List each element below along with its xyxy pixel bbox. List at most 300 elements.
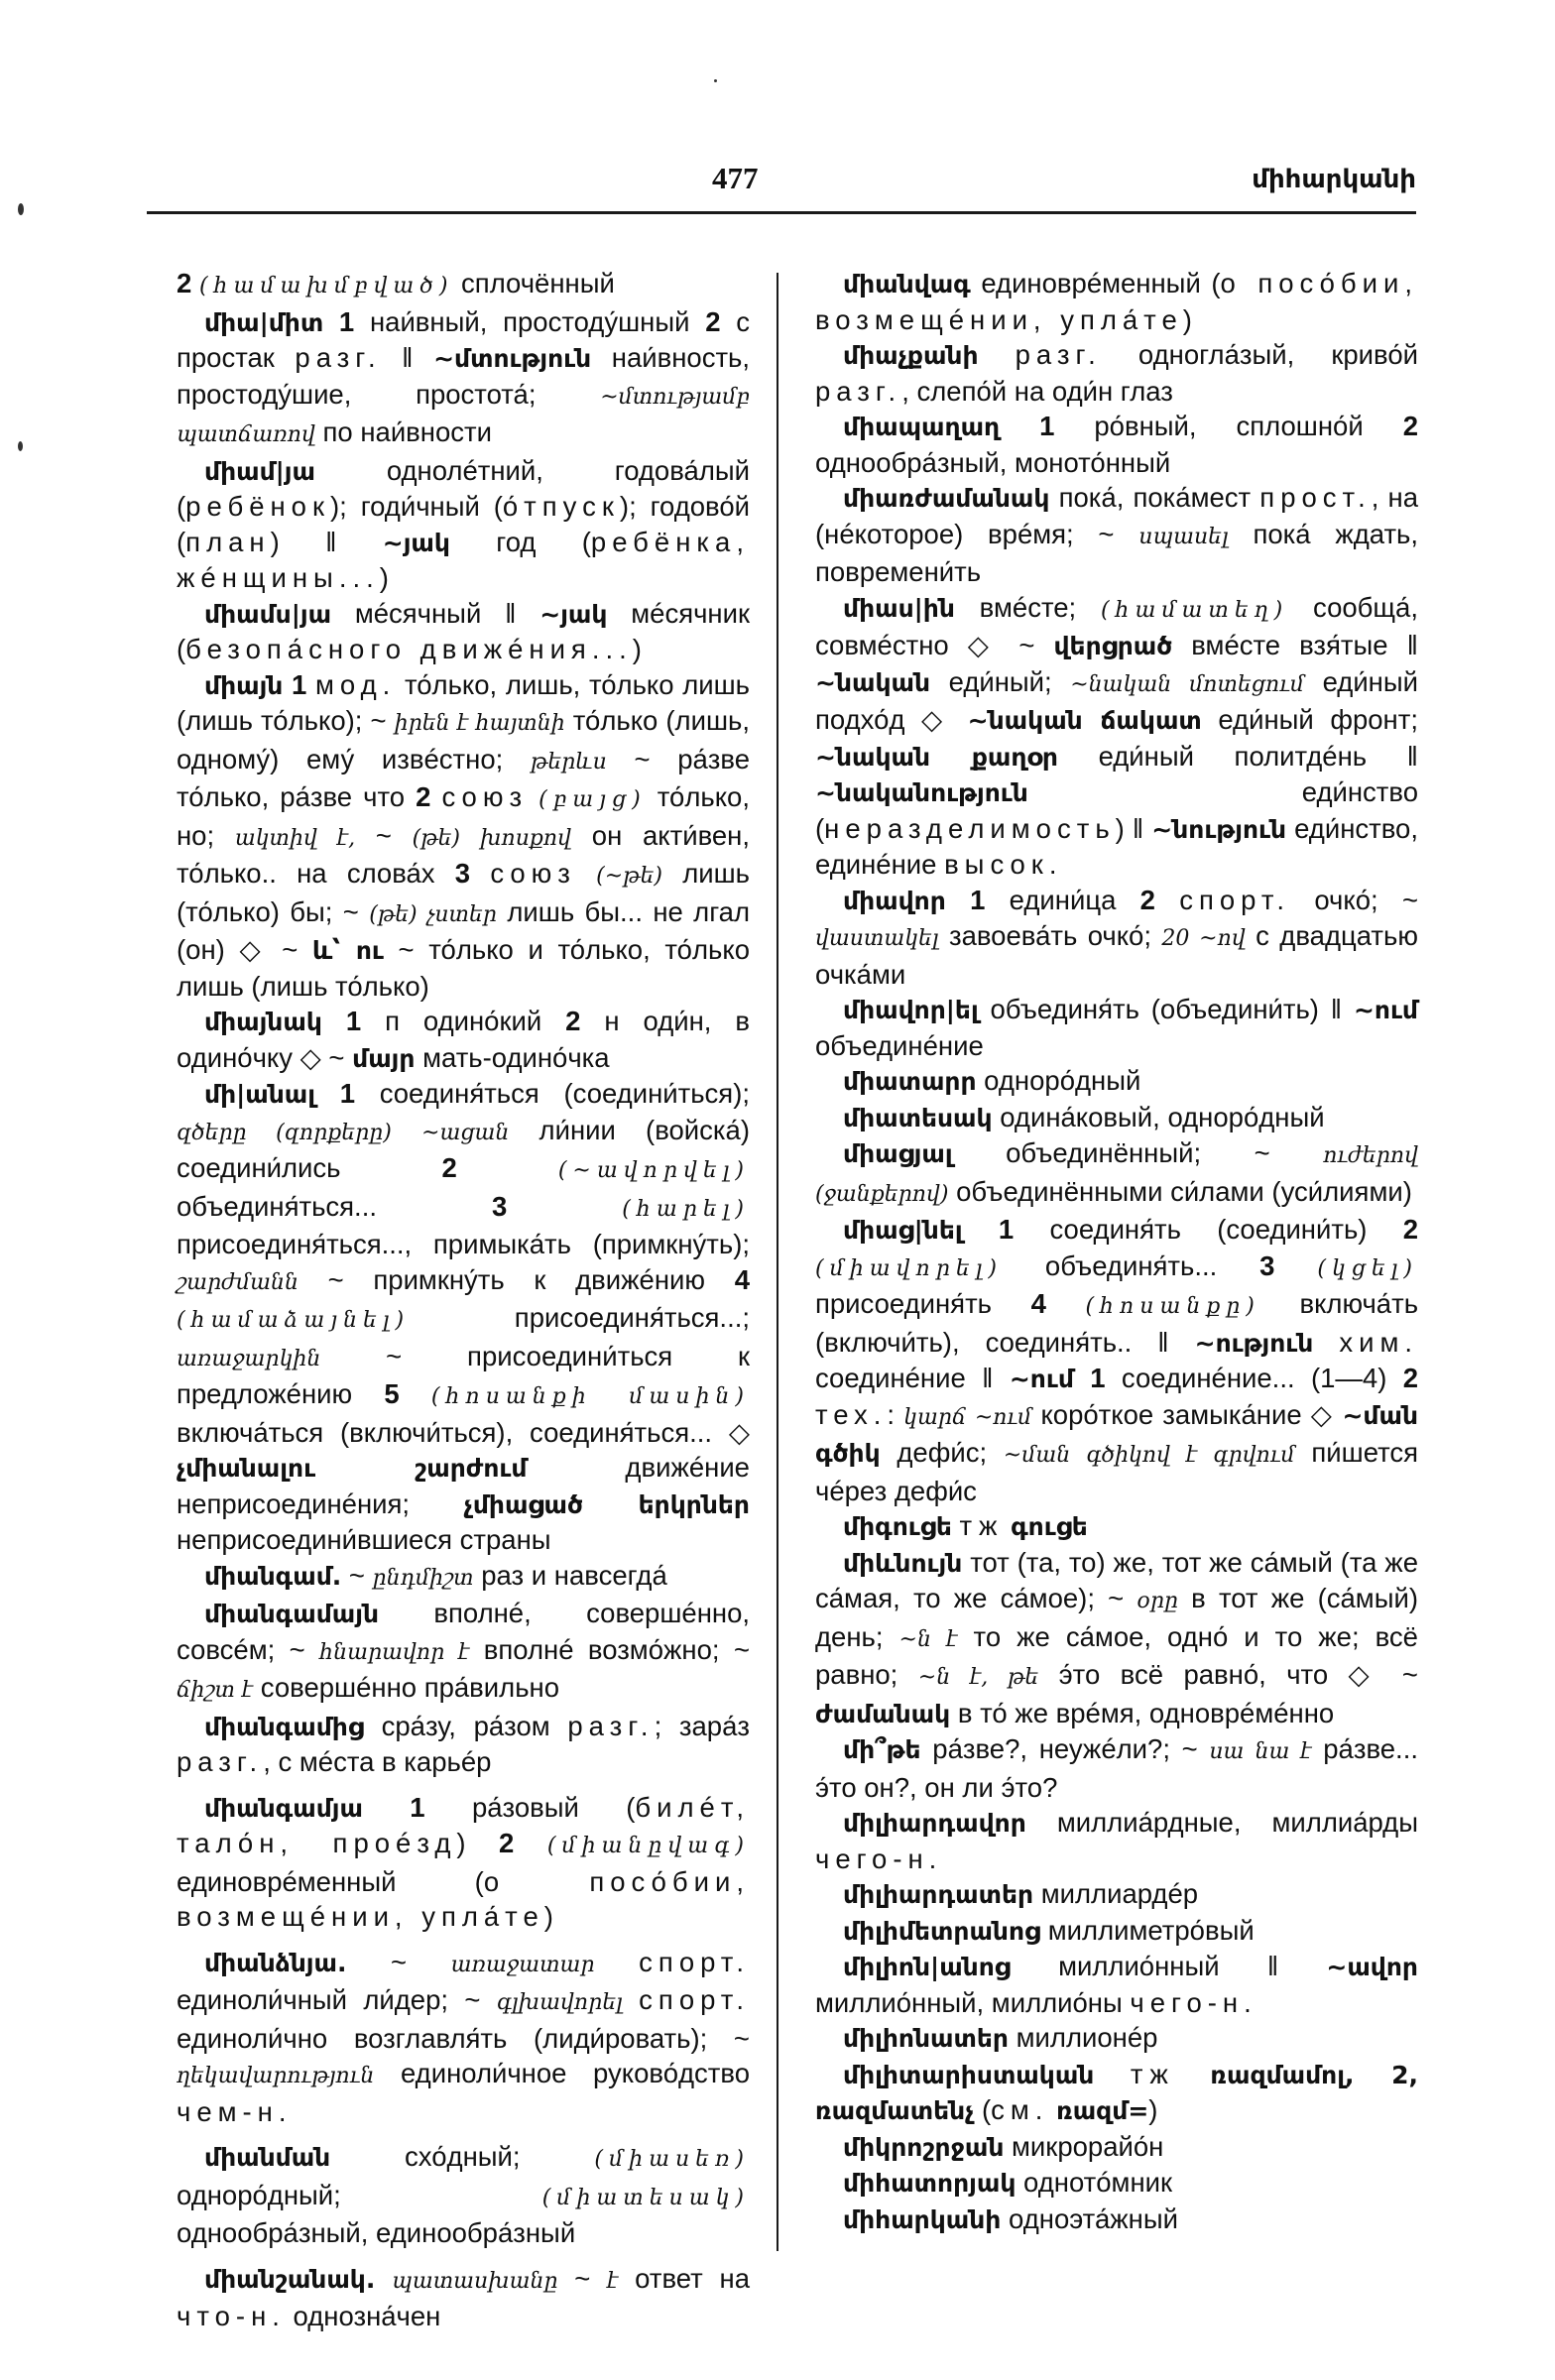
- usage-label: спорт.: [639, 1946, 750, 1977]
- armenian-example: (միատեսակ): [541, 2185, 750, 2210]
- entry-text: вполнé, совершéнно, совсéм; ~: [177, 1598, 750, 1665]
- dictionary-entry: [177, 667, 750, 1005]
- entry-text: в тот же (са́мый) день;: [815, 1583, 1418, 1652]
- armenian-example: է: [607, 2268, 619, 2294]
- entry-text: одноро́дный;: [177, 2179, 542, 2210]
- running-head: միհարկանի: [1252, 165, 1416, 194]
- headword: միանգամ.: [204, 1561, 342, 1591]
- entry-text: одноэта́жный: [1001, 2202, 1178, 2234]
- entry-text: миллиардéр: [1033, 1878, 1199, 1909]
- headword: ռազմ=: [1056, 2096, 1149, 2125]
- usage-label: разг.: [1015, 339, 1102, 370]
- headword: մի՞թե: [843, 1735, 921, 1764]
- dictionary-entry: [177, 2139, 750, 2251]
- armenian-example: (~թե): [596, 864, 662, 889]
- dictionary-entry: [177, 1790, 750, 1935]
- usage-label: спорт.: [639, 1984, 750, 2015]
- entry-text: миллиа́рдные, миллиа́рды: [1025, 1807, 1418, 1838]
- armenian-example: ղեկավարություն: [177, 2064, 375, 2088]
- entry-text: , на (нéкоторое) врéмя; ~: [815, 482, 1418, 549]
- usage-label: неразделимость: [824, 812, 1116, 844]
- entry-text: пока́ ждать, повремени́ть: [815, 518, 1419, 587]
- sense-number: 2: [499, 1828, 547, 1858]
- entry-text: едини́ца: [1009, 884, 1140, 915]
- sense-number: 1: [1073, 1363, 1122, 1393]
- entry-text: [979, 339, 1016, 370]
- entry-text: однолéтний, годова́лый (: [177, 454, 750, 522]
- entry-text: вмéсте;: [954, 591, 1101, 623]
- dictionary-entry: [177, 266, 750, 304]
- entry-text: ~: [355, 819, 413, 851]
- dictionary-entry: [815, 2202, 1418, 2238]
- entry-text: присоединя́ться..., примыка́ть (примкну́ть);: [177, 1229, 750, 1259]
- entry-text: еди́нство, единéние: [815, 812, 1418, 880]
- dictionary-entry: [815, 2020, 1418, 2057]
- headword: միկրոշրջան: [843, 2132, 1005, 2162]
- armenian-example: ~ացան: [421, 1120, 510, 1145]
- entry-text: миллионéр: [1008, 2022, 1158, 2053]
- entry-text: микрорайо́н: [1004, 2130, 1164, 2162]
- armenian-example: (հոսանքի մասին): [430, 1384, 750, 1409]
- usage-label: что-н.: [177, 2301, 286, 2331]
- entry-text: ра́зве... э́то он?, он ли э́то?: [815, 1733, 1418, 1803]
- entry-text: однообра́зный, моното́нный: [815, 446, 1171, 478]
- entry-text: год (: [449, 526, 591, 557]
- armenian-example: (բայց): [538, 787, 647, 812]
- armenian-example: ուժերով (ջանքերով): [815, 1143, 1418, 1207]
- entry-text: единоврéменный (: [177, 1865, 484, 1897]
- entry-text: ро́вный, сплошно́й: [1094, 411, 1403, 441]
- armenian-example: ~ն է, թե: [917, 1665, 1039, 1690]
- entry-text: ): [379, 562, 389, 593]
- entry-text: ~: [341, 1559, 373, 1591]
- headword: ~նություն: [1151, 814, 1287, 844]
- headword: ~մտություն: [433, 344, 592, 373]
- entry-text: ~ присоедини́ться к предложéнию: [177, 1340, 750, 1409]
- sense-number: 2: [177, 268, 199, 298]
- dictionary-entry: [815, 992, 1418, 1063]
- headword: միլիարդավոր: [843, 1809, 1026, 1838]
- entry-text: соединя́ть (соедини́ть): [1049, 1214, 1403, 1245]
- armenian-example: ~մտությամբ պատճառով: [177, 384, 750, 447]
- entry-text: одина́ковый, одноро́дный: [992, 1101, 1325, 1132]
- dictionary-entry: [815, 337, 1418, 409]
- entry-text: ) ‖: [270, 526, 383, 557]
- armenian-example: հնարավոր է: [319, 1639, 470, 1665]
- entry-text: ) ‖: [1115, 812, 1152, 844]
- headword: միավոր: [843, 886, 946, 915]
- entry-text: в то́ же врéмя, одноврéмéнно: [950, 1697, 1335, 1728]
- entry-text: завоева́ть очко́;: [938, 920, 1162, 951]
- dictionary-entry: [177, 596, 750, 667]
- headword: միլիոն|անոց: [843, 1953, 1011, 1981]
- entry-text: ~: [557, 2262, 608, 2294]
- sense-number: 1: [283, 668, 315, 700]
- dictionary-entry: [815, 1805, 1418, 1876]
- headword: միանգամից: [204, 1712, 364, 1741]
- headword: վերցրած: [1053, 632, 1173, 660]
- entry-text: [1048, 2094, 1056, 2125]
- sense-number: 1: [362, 1791, 472, 1823]
- armenian-example: (հոսանքը): [1085, 1294, 1260, 1319]
- entry-text: наи́вный, простоду́шный: [369, 305, 706, 337]
- entry-text: одноро́дный: [976, 1065, 1141, 1096]
- usage-label: чем-н.: [177, 2095, 293, 2127]
- dictionary-entry: [815, 1876, 1418, 1913]
- headword: ~ավոր: [1326, 1953, 1418, 1981]
- headword: ժամանակ: [815, 1699, 951, 1728]
- entry-text: :: [887, 1398, 904, 1430]
- entry-text: [528, 781, 538, 812]
- armenian-example: (հարել): [622, 1196, 750, 1222]
- armenian-example: ճիշտ է: [177, 1678, 254, 1703]
- dictionary-entry: [815, 1731, 1418, 1805]
- usage-label: разг.: [567, 1710, 655, 1741]
- dictionary-entry: [177, 304, 750, 453]
- armenian-example: առաջատար: [450, 1952, 595, 1977]
- entry-text: вмéсте взя́тые ‖: [1172, 630, 1418, 660]
- entry-text: неприсоедини́вшиеся страны: [177, 1524, 551, 1555]
- dictionary-entry: [815, 1212, 1418, 1508]
- entry-text: вполнé возмо́жно; ~: [469, 1633, 750, 1665]
- dictionary-entry: [815, 2057, 1418, 2129]
- entry-text: еди́ный политдéнь ‖: [1058, 740, 1419, 772]
- headword: միհատորյակ: [843, 2169, 1017, 2198]
- entry-text: ); годи́чный (: [330, 491, 503, 522]
- entry-text: э́то всё равно́, что ◇ ~: [1038, 1659, 1418, 1690]
- usage-label: о́тпуск: [502, 491, 620, 522]
- sense-number: 1: [945, 884, 1010, 915]
- entry-text: ): [1182, 303, 1192, 335]
- sense-number: 5: [384, 1378, 431, 1409]
- entry-text: ~ ра́зве то́лько, ра́зве что: [177, 743, 750, 812]
- armenian-example: ակտիվ է,: [234, 825, 356, 851]
- entry-text: ): [456, 1828, 500, 1858]
- headword: չմիանալու շարժում: [177, 1454, 528, 1483]
- headword: միատարր: [843, 1067, 977, 1096]
- entry-text: единоли́чное руково́дство: [374, 2058, 750, 2088]
- headword: ~ման գծիկ: [815, 1400, 1419, 1468]
- armenian-example: սպասել: [1138, 524, 1229, 549]
- sense-number: 3: [454, 858, 491, 889]
- headword: միլիմետրանոց: [843, 1916, 1041, 1946]
- sense-number: 2: [441, 1152, 558, 1183]
- entry-text: единоврéменный (: [970, 268, 1221, 298]
- entry-text: еди́нство (: [815, 776, 1418, 844]
- armenian-example: վաստակել: [815, 926, 939, 951]
- headword: ~յակ: [382, 528, 450, 557]
- entry-text: ); годово́й (: [177, 491, 750, 557]
- usage-label: союз: [441, 781, 529, 812]
- armenian-example: (համատեղ): [1100, 597, 1289, 623]
- dictionary-entry: [815, 1949, 1418, 2020]
- headword: ~ում: [1009, 1365, 1074, 1393]
- entry-text: ответ на: [618, 2262, 750, 2294]
- usage-label: ребёнка, жéнщины...: [177, 526, 750, 593]
- entry-text: еди́ный фронт;: [1201, 704, 1418, 735]
- usage-label: ребёнок: [185, 491, 331, 522]
- headword: ~նականություն: [815, 778, 1028, 807]
- entry-text: то же са́мое, одно́ и то же; всё равно;: [815, 1620, 1418, 1690]
- headword: ~նական ճակատ: [967, 706, 1202, 735]
- dictionary-entry: [815, 1508, 1418, 1545]
- headword: միաչքանի: [843, 341, 979, 370]
- entry-text: пока́, пока́мест: [1049, 482, 1260, 513]
- entry-text: мéсячный ‖: [331, 597, 540, 629]
- entry-text: еди́ный;: [930, 665, 1071, 697]
- sense-number: 2: [1402, 1363, 1418, 1393]
- sense-number: 3: [491, 1190, 623, 1222]
- usage-label: тж: [1130, 2058, 1174, 2089]
- headword: միլիոնատեր: [843, 2024, 1009, 2053]
- headword: միա|միտ: [204, 307, 324, 337]
- armenian-example: ~նական մոտեցում: [1070, 671, 1305, 697]
- armenian-example: զծերը (զորքերը): [177, 1120, 392, 1145]
- dictionary-entry: [815, 883, 1418, 993]
- entry-text: включа́ться (включи́ться), соединя́ться... ◇: [177, 1416, 750, 1448]
- headword: ~ում: [1353, 996, 1418, 1024]
- usage-label: прост.: [1259, 482, 1372, 513]
- headword: մայր: [352, 1043, 416, 1073]
- usage-label: мод.: [315, 668, 397, 700]
- dictionary-entry: [815, 409, 1418, 480]
- usage-label: разг.: [295, 342, 382, 373]
- entry-text: тот (та, то) же, тот же са́мый (та же са́мая, то же са́мое); ~: [815, 1546, 1418, 1613]
- headword: միգուցե: [843, 1512, 952, 1541]
- dictionary-entry: [177, 1558, 750, 1597]
- usage-label: см.: [991, 2094, 1049, 2125]
- armenian-example: կարճ ~ում: [903, 1404, 1032, 1430]
- dictionary-entry: [815, 1545, 1418, 1732]
- dictionary-entry: [815, 1063, 1418, 1100]
- entry-text: соединя́ться (соедини́ться);: [379, 1078, 750, 1109]
- usage-label: тж: [959, 1510, 1004, 1541]
- headword: միայն: [204, 670, 284, 700]
- headword: գուցե: [1011, 1512, 1088, 1541]
- usage-label: чего-н.: [815, 1843, 943, 1874]
- armenian-example: սա նա է: [1209, 1739, 1312, 1764]
- entry-text: коро́ткое замыка́ние ◇: [1031, 1398, 1343, 1430]
- entry-text: миллио́нный ‖: [1010, 1951, 1327, 1981]
- dictionary-entry: [177, 1709, 750, 1780]
- entry-text: (: [974, 2094, 992, 2125]
- dictionary-entry: [815, 266, 1418, 337]
- armenian-example: իրեն է հայտնի: [394, 711, 565, 736]
- armenian-example: (համախմբված): [198, 274, 454, 298]
- headword: ~ություն: [1194, 1328, 1314, 1358]
- entry-text: ; зара́з: [654, 1710, 750, 1741]
- armenian-example: (միասեռ): [594, 2147, 750, 2172]
- headword: միատեսակ: [843, 1103, 993, 1132]
- headword: միանվագ: [843, 270, 971, 298]
- armenian-example: (միանըվագ): [546, 1834, 750, 1858]
- headword: միանձնյա.: [204, 1948, 347, 1977]
- entry-text: он акти́вен, то́лько.. на слова́х: [177, 819, 750, 889]
- armenian-example: թերևս: [530, 749, 607, 774]
- dictionary-entry: [177, 1596, 750, 1709]
- sense-number: 1: [323, 305, 370, 337]
- entry-text: присоединя́ть: [815, 1288, 1031, 1319]
- entry-text: очко́; ~: [1290, 884, 1419, 915]
- dictionary-entry: [177, 453, 750, 596]
- entry-text: [623, 1984, 639, 2015]
- armenian-example: շարժմանն: [177, 1269, 299, 1295]
- entry-text: соединéние... (1—4): [1121, 1363, 1403, 1393]
- headword: միլիարդատեր: [843, 1880, 1034, 1909]
- entry-text: сообща́, совмéстно ◇ ~: [815, 591, 1418, 660]
- entry-text: [1003, 1510, 1011, 1541]
- entry-text: сра́зу, ра́зом: [363, 1710, 568, 1741]
- sense-number: 2: [1139, 884, 1180, 915]
- armenian-example: 20 ~ով: [1161, 926, 1246, 951]
- dictionary-entry: [177, 1004, 750, 1076]
- entry-text: [595, 1947, 640, 1977]
- column-divider: [777, 273, 778, 2251]
- sense-number: 2: [1402, 411, 1418, 441]
- dictionary-entry: [815, 2129, 1418, 2166]
- entry-text: соединéние ‖: [815, 1363, 1010, 1393]
- armenian-example: պատասխանը: [392, 2268, 558, 2294]
- armenian-example: ~ման գծիկով է գրվում: [1003, 1443, 1295, 1468]
- entry-text: движéние неприсоединéния;: [177, 1452, 750, 1519]
- headword: միամս|յա: [204, 599, 332, 629]
- entry-text: еди́ный подхо́д ◇: [815, 665, 1418, 735]
- entry-text: ~: [346, 1946, 451, 1977]
- headword: և՝ ու: [311, 936, 384, 965]
- sense-number: 1: [962, 1214, 1050, 1245]
- sense-number: 3: [1259, 1250, 1318, 1281]
- entry-text: пи́шется чéрез дефи́с: [815, 1437, 1419, 1506]
- headword: ռազմամոլ, 2, ռազմատենչ: [815, 2060, 1418, 2125]
- entry-text: миллио́нный, миллио́ны: [815, 1986, 1131, 2018]
- headword: միլիտարիստական: [843, 2060, 1095, 2089]
- entry-text: [392, 1115, 421, 1145]
- entry-text: ~ примкну́ть к движéнию: [298, 1263, 735, 1295]
- headword: ~յակ: [539, 599, 608, 629]
- headword: ~նական քաղօր: [815, 742, 1058, 772]
- sense-number: 2: [416, 781, 442, 812]
- headword: միամ|յա: [204, 456, 315, 486]
- usage-label: чего-н.: [1130, 1986, 1257, 2018]
- entry-text: ): [543, 1901, 553, 1932]
- entry-text: ‖: [381, 342, 434, 373]
- scan-speck: [18, 441, 23, 451]
- usage-label: о посо́бии, возмещéнии, упла́те: [177, 1865, 750, 1932]
- headword: միաս|ին: [843, 593, 955, 623]
- scan-speck: [714, 79, 717, 82]
- armenian-example: ընդմիշտ: [372, 1565, 474, 1591]
- sense-number: 4: [1030, 1288, 1086, 1319]
- entry-text: то́лько, но;: [177, 781, 750, 851]
- headword: միապաղաղ: [843, 413, 1001, 441]
- entry-text: сплочённый: [453, 268, 615, 298]
- entry-text: [1174, 2059, 1211, 2089]
- entry-text: однотóмник: [1016, 2167, 1173, 2198]
- scan-speck: [18, 203, 24, 215]
- headword: ~նական: [815, 667, 931, 697]
- headword: միառժամանակ: [843, 484, 1050, 513]
- usage-label: разг.: [815, 375, 902, 407]
- armenian-example: առաջարկին: [177, 1346, 321, 1371]
- entry-text: то́лько (лишь, одному́) ему́ извéстно;: [177, 705, 750, 774]
- armenian-example: գլխավորել: [496, 1990, 623, 2015]
- entry-text: [1313, 1327, 1339, 1358]
- entry-text: то́лько, лишь, то́лько лишь (лишь то́лько); ~: [177, 668, 750, 736]
- entry-text: миллиметро́вый: [1040, 1914, 1255, 1946]
- usage-label: хим.: [1339, 1326, 1418, 1358]
- entry-text: дефи́с;: [880, 1437, 1004, 1468]
- headword: միայնակ: [204, 1008, 322, 1036]
- headword: մի|անալ: [204, 1080, 315, 1109]
- dictionary-entry: [177, 2261, 750, 2334]
- armenian-example: (~ավորվել): [557, 1158, 750, 1183]
- entry-text: однозна́чен: [285, 2301, 441, 2331]
- entry-text: ра́зовый (: [471, 1791, 636, 1823]
- sense-number: 1: [1000, 411, 1095, 441]
- entry-text: объединéние: [815, 1029, 984, 1061]
- usage-label: спорт.: [1179, 884, 1291, 915]
- sense-number: 4: [734, 1263, 750, 1295]
- sense-number: 2: [705, 305, 737, 337]
- usage-label: высок.: [944, 849, 1063, 880]
- headword: միանգամայն: [204, 1600, 380, 1628]
- entry-text: , слепо́й на оди́н глаз: [901, 375, 1173, 407]
- entry-text: ра́зве?, неужéли?; ~: [920, 1733, 1210, 1764]
- usage-label: билéт, тало́н, проéзд: [177, 1791, 751, 1858]
- right-column: [815, 266, 1418, 2237]
- entry-text: единоли́чный ли́дер; ~: [177, 1984, 497, 2015]
- page-number: 477: [712, 161, 759, 195]
- headword: միացյալ: [843, 1139, 953, 1168]
- dictionary-entry: [815, 2165, 1418, 2202]
- headword: միանշանակ.: [204, 2264, 376, 2294]
- entry-text: ли́нии (войска́) соедини́лись: [177, 1114, 750, 1183]
- armenian-example: (կցել): [1317, 1255, 1418, 1281]
- armenian-example: (համաձայնել): [177, 1308, 411, 1333]
- entry-text: наи́вность, простоду́шие, простота́;: [177, 342, 751, 410]
- sense-number: 1: [315, 1078, 380, 1109]
- dictionary-entry: [815, 1135, 1418, 1212]
- entry-text: мать-одино́чка: [415, 1041, 610, 1073]
- usage-label: разг.: [177, 1746, 264, 1777]
- usage-label: тех.: [815, 1398, 888, 1430]
- dictionary-entry: [815, 1913, 1418, 1950]
- dictionary-entry: [177, 1076, 750, 1558]
- entry-text: присоединя́ться...;: [410, 1302, 750, 1333]
- armenian-example: (թե) խոսքով: [412, 825, 572, 851]
- headword: միավոր|ել: [843, 996, 979, 1024]
- armenian-example: (միավորել): [815, 1255, 1003, 1281]
- entry-text: ): [1148, 2094, 1158, 2125]
- headword: չմիացած երկրներ: [463, 1489, 750, 1519]
- entry-text: одногла́зый, криво́й: [1101, 339, 1418, 370]
- armenian-example: (թե) չստեր: [369, 901, 497, 927]
- dictionary-entry: [815, 1100, 1418, 1136]
- entry-text: [375, 2263, 392, 2294]
- entry-text: однообра́зный, единообра́зный: [177, 2217, 576, 2248]
- entry-text: мéсячник (: [177, 597, 751, 664]
- entry-text: лишь бы... не лгал (он) ◇ ~: [177, 895, 750, 965]
- entry-text: [952, 1510, 960, 1541]
- entry-text: объединя́ться...: [177, 1190, 492, 1222]
- entry-text: [1094, 2059, 1131, 2089]
- entry-text: ~ то́лько и то́лько, то́лько лишь (лишь то́лько): [177, 934, 750, 1002]
- entry-text: раз и навсегда́: [473, 1559, 667, 1591]
- sense-number: 1: [321, 1006, 386, 1036]
- armenian-example: ~ն է: [898, 1626, 958, 1652]
- usage-label: план: [185, 526, 271, 557]
- sense-number: 2: [565, 1006, 605, 1036]
